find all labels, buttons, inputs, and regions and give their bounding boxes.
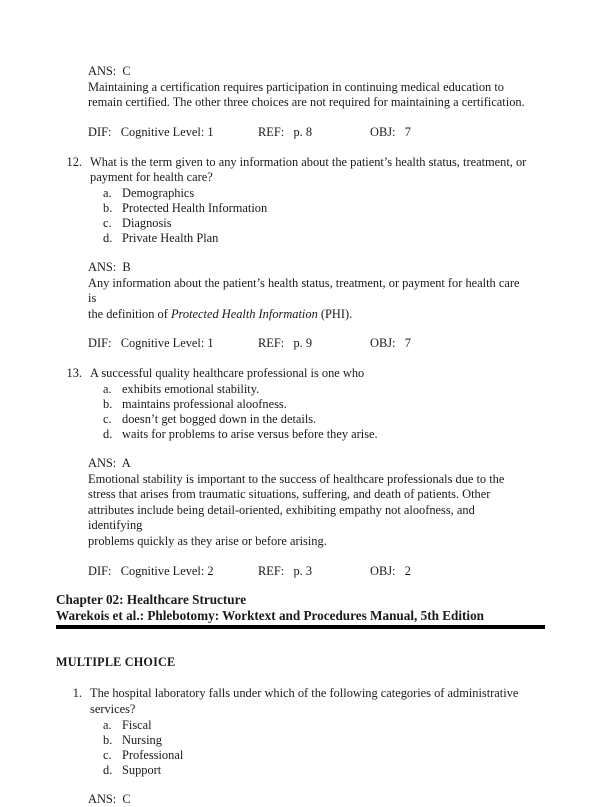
question-13-text-line: A successful quality healthcare professional is one who bbox=[90, 366, 546, 382]
header-divider-rule bbox=[56, 625, 545, 629]
option-a[interactable] bbox=[56, 186, 546, 201]
answer-key: ANS: C bbox=[88, 64, 530, 80]
answer-block-12 bbox=[88, 260, 530, 322]
option-b-letter: b. bbox=[103, 397, 117, 412]
question-1-options bbox=[56, 718, 546, 778]
answer-explanation-line: Any information about the patient’s health status, treatment, or payment for health care is bbox=[88, 276, 530, 307]
option-d-letter: d. bbox=[103, 231, 117, 246]
section-heading-multiple-choice: MULTIPLE CHOICE bbox=[56, 655, 546, 670]
option-d-letter: d. bbox=[103, 427, 117, 442]
answer-explanation-line: stress that arises from traumatic situations, suffering, and death of patients. Other bbox=[88, 487, 530, 503]
dif-value: DIF: Cognitive Level: 1 bbox=[88, 336, 214, 352]
explanation-text-post: (PHI). bbox=[318, 307, 352, 321]
option-a-label: Fiscal bbox=[122, 718, 152, 732]
question-12-header bbox=[56, 155, 546, 186]
question-1 bbox=[56, 686, 546, 777]
option-d[interactable] bbox=[56, 427, 546, 442]
question-1-text-line: The hospital laboratory falls under which of the following categories of administrative bbox=[90, 686, 546, 702]
question-1-text-line: services? bbox=[90, 702, 546, 718]
option-a-letter: a. bbox=[103, 186, 117, 201]
question-13-header bbox=[56, 366, 546, 382]
option-d-label: waits for problems to arise versus before they arise. bbox=[122, 427, 378, 441]
option-b[interactable] bbox=[56, 397, 546, 412]
question-13-number: 13. bbox=[56, 366, 82, 382]
option-b-label: maintains professional aloofness. bbox=[122, 397, 287, 411]
answer-explanation-line: problems quickly as they arise or before arising. bbox=[88, 534, 530, 550]
option-c[interactable] bbox=[56, 216, 546, 231]
question-1-header bbox=[56, 686, 546, 717]
option-a-label: exhibits emotional stability. bbox=[122, 382, 259, 396]
chapter-source: Warekois et al.: Phlebotomy: Worktext and Procedures Manual, 5th Edition bbox=[56, 608, 546, 624]
obj-value: OBJ: 2 bbox=[370, 564, 411, 580]
question-12-text-line: What is the term given to any information about the patient’s health status, treatment, or bbox=[90, 155, 546, 171]
option-b-letter: b. bbox=[103, 201, 117, 216]
obj-value: OBJ: 7 bbox=[370, 125, 411, 141]
option-a-letter: a. bbox=[103, 718, 117, 733]
chapter-title: Chapter 02: Healthcare Structure bbox=[56, 592, 546, 608]
answer-explanation-line: remain certified. The other three choices are not required for maintaining a certification. bbox=[88, 95, 530, 111]
answer-key: ANS: A bbox=[88, 456, 530, 472]
answer-explanation-line: attributes include being detail-oriented, exhibiting empathy not aloofness, and identifying bbox=[88, 503, 530, 534]
ref-value: REF: p. 3 bbox=[258, 564, 312, 580]
answer-explanation-line: Maintaining a certification requires participation in continuing medical education to bbox=[88, 80, 530, 96]
option-a[interactable] bbox=[56, 718, 546, 733]
page-content bbox=[56, 64, 546, 807]
question-12-text-line: payment for health care? bbox=[90, 170, 546, 186]
option-d[interactable] bbox=[56, 763, 546, 778]
option-b[interactable] bbox=[56, 201, 546, 216]
question-12-options bbox=[56, 186, 546, 246]
explanation-text-pre: the definition of bbox=[88, 307, 171, 321]
metadata-row-top bbox=[88, 125, 546, 141]
answer-explanation-line: Emotional stability is important to the success of healthcare professionals due to the bbox=[88, 472, 530, 488]
option-b-letter: b. bbox=[103, 733, 117, 748]
question-12-number: 12. bbox=[56, 155, 82, 171]
option-c-letter: c. bbox=[103, 412, 117, 427]
question-13-options bbox=[56, 382, 546, 442]
metadata-row-12 bbox=[88, 336, 546, 352]
option-d-letter: d. bbox=[103, 763, 117, 778]
option-c-letter: c. bbox=[103, 216, 117, 231]
question-1-number: 1. bbox=[56, 686, 82, 702]
option-b[interactable] bbox=[56, 733, 546, 748]
option-a[interactable] bbox=[56, 382, 546, 397]
option-c-label: Diagnosis bbox=[122, 216, 172, 230]
option-a-label: Demographics bbox=[122, 186, 194, 200]
option-c-letter: c. bbox=[103, 748, 117, 763]
option-b-label: Nursing bbox=[122, 733, 162, 747]
answer-explanation-line bbox=[88, 307, 530, 323]
option-d[interactable] bbox=[56, 231, 546, 246]
question-12 bbox=[56, 155, 546, 246]
answer-key: ANS: B bbox=[88, 260, 530, 276]
answer-block-13 bbox=[88, 456, 530, 550]
option-d-label: Private Health Plan bbox=[122, 231, 218, 245]
option-a-letter: a. bbox=[103, 382, 117, 397]
option-c-label: doesn’t get bogged down in the details. bbox=[122, 412, 316, 426]
ref-value: REF: p. 8 bbox=[258, 125, 312, 141]
ref-value: REF: p. 9 bbox=[258, 336, 312, 352]
option-d-label: Support bbox=[122, 763, 161, 777]
answer-block-top bbox=[88, 64, 530, 111]
option-b-label: Protected Health Information bbox=[122, 201, 267, 215]
explanation-term-italic: Protected Health Information bbox=[171, 307, 318, 321]
answer-block-1 bbox=[88, 792, 530, 807]
obj-value: OBJ: 7 bbox=[370, 336, 411, 352]
option-c[interactable] bbox=[56, 412, 546, 427]
metadata-row-13 bbox=[88, 564, 546, 580]
answer-key: ANS: C bbox=[88, 792, 530, 807]
question-13 bbox=[56, 366, 546, 442]
option-c-label: Professional bbox=[122, 748, 183, 762]
chapter-header bbox=[56, 592, 546, 625]
dif-value: DIF: Cognitive Level: 2 bbox=[88, 564, 214, 580]
option-c[interactable] bbox=[56, 748, 546, 763]
dif-value: DIF: Cognitive Level: 1 bbox=[88, 125, 214, 141]
